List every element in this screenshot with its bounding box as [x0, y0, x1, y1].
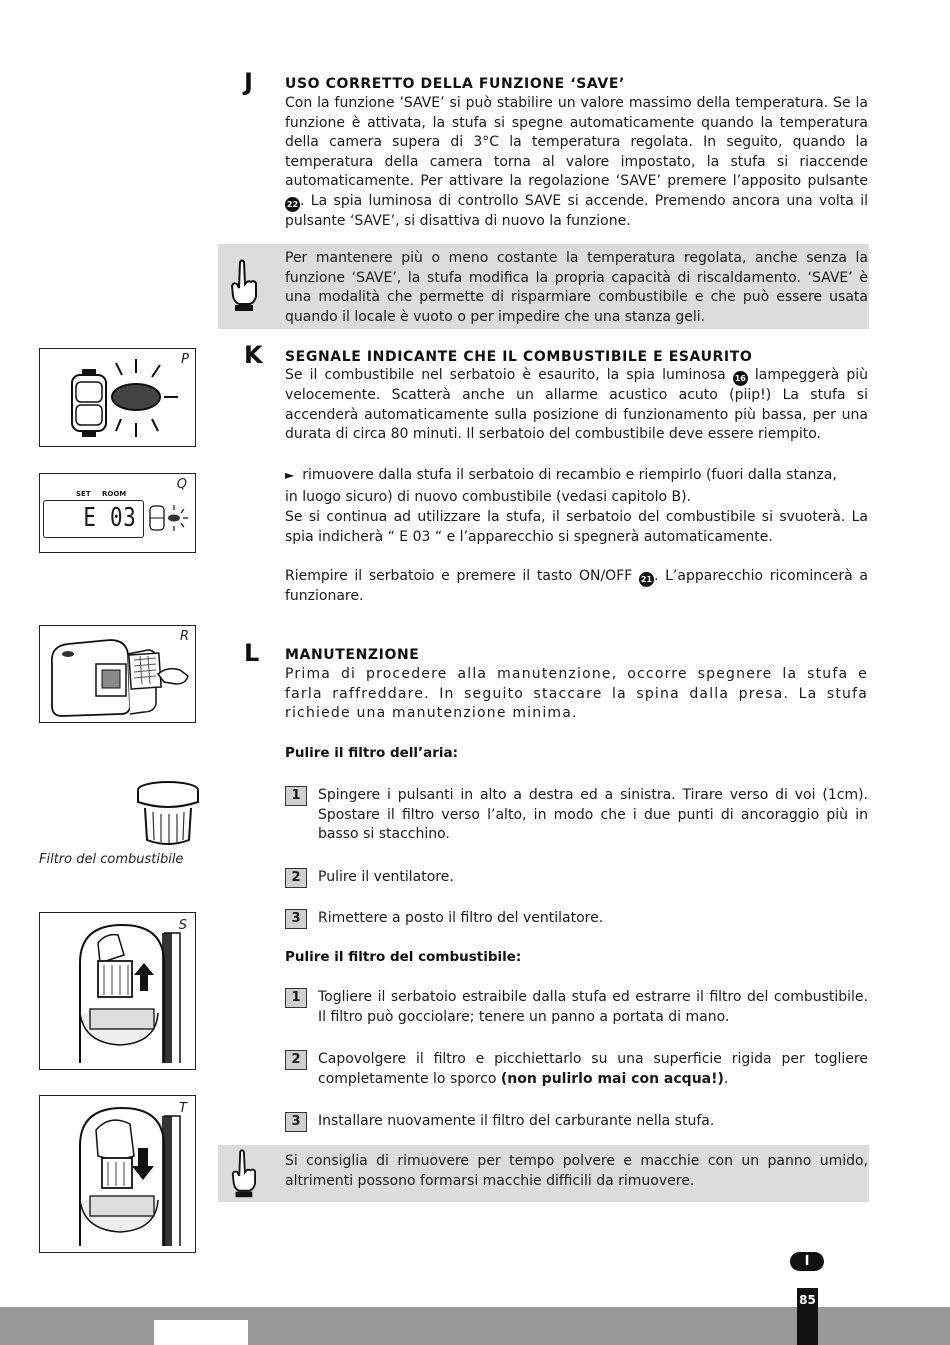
step-text: Installare nuovamente il filtro del carburante nella stufa.: [318, 1113, 715, 1129]
bullet-refill-continuation: in luogo sicuro) di nuovo combustibile (vedasi capitolo B).: [285, 489, 692, 505]
fuel-filter-caption: Filtro del combustibile: [39, 852, 184, 867]
install-filter-illustration: [40, 1096, 195, 1252]
section-heading-fuel-empty: SEGNALE INDICANTE CHE IL COMBUSTIBILE E ESAURITO: [285, 349, 753, 365]
fuel-tank-lamp-icon: [144, 496, 194, 542]
step-fuel-3: [285, 1112, 868, 1132]
step-air-2: [285, 868, 868, 888]
subheading-fuel-filter: Pulire il filtro del combustibile:: [285, 949, 522, 965]
step-number: 1: [285, 988, 307, 1008]
figure-label-q: Q: [176, 477, 187, 492]
note-box-cleaning: [218, 1145, 869, 1202]
section-letter-j: J: [244, 68, 253, 96]
section-letter-l: L: [244, 639, 260, 667]
figure-label-s: S: [178, 918, 187, 933]
lcd-error-code: E 03: [83, 503, 137, 533]
step-text: Spingere i pulsanti in alto a destra ed a sinistra. Tirare verso di voi (1cm). Spostare il filtro verso l’alto, in modo che i due punti di ancoraggio più in basso si stacchino.: [318, 787, 868, 842]
step-number: 2: [285, 868, 307, 888]
section-heading-save: USO CORRETTO DELLA FUNZIONE ‘SAVE’: [285, 76, 625, 92]
section-heading-maintenance: MANUTENZIONE: [285, 647, 420, 663]
note-text-save: Per mantenere più o meno costante la temperatura regolata, anche senza la funzione ‘SAVE’, la stufa modifica la propria capacità di riscaldamento. ‘SAVE’ è una modalità che permette di risparmiare combustibile e che può essere usata quando il locale è vuoto o per impedire che una stanza geli.: [285, 250, 868, 325]
step-air-3: [285, 909, 868, 929]
paragraph-maintenance-intro: Prima di procedere alla manutenzione, occorre spegnere la stufa e farla raffreddare. In seguito staccare la spina dalla presa. La stufa richiede una manutenzione minima.: [285, 666, 868, 721]
warning-no-water: (non pulirlo mai con acqua!): [500, 1070, 724, 1087]
language-badge: I: [790, 1252, 824, 1271]
bullet-refill-instruction: ► rimuovere dalla stufa il serbatoio di recambio e riempirlo (fuori dalla stanza,: [285, 467, 837, 483]
display-set-label: SET: [76, 490, 91, 498]
step-number: 3: [285, 1112, 307, 1132]
fuel-filter-icon: [133, 778, 203, 850]
figure-label-p: P: [181, 352, 189, 367]
pointing-hand-icon: [226, 258, 260, 314]
display-room-label: ROOM: [102, 490, 127, 498]
figure-q-display: [39, 473, 196, 553]
step-text: Pulire il ventilatore.: [318, 869, 454, 885]
bullet-arrow-icon: ►: [285, 468, 295, 482]
lcd-display: [43, 500, 144, 538]
subheading-air-filter: Pulire il filtro dell’aria:: [285, 745, 459, 761]
heater-air-filter-icon: [40, 626, 195, 722]
paragraph-fuel-empty: Se il combustibile nel serbatoio è esaurito, la spia luminosa 16 lampeggerà più velocemente. Scatterà anche un allarme acustico acuto (piip!) La stufa si accenderà automaticamente sulla posizione di funzionamento più bassa, per una durata di circa 80 minuti. Il serbatoio del combustibile deve essere riempito.: [285, 367, 868, 442]
paragraph-save: Con la funzione ’SAVE’ si può stabilire un valore massimo della temperatura. Se la funzione è attivata, la stufa si spegne automaticamente quando la temperatura della camera supera di 3°C la temperatura regolata. In seguito, quando la temperatura della camera torna al valore impostato, la stufa si riaccende automaticamente. Per attivare la regolazione ‘SAVE’ premere l’apposito pulsante 22 . La spia luminosa di controllo SAVE si accende. Premendo ancora una volta il pulsante ‘SAVE’, si disattiva di nuovo la funzione.: [285, 95, 868, 229]
note-box-save: [218, 244, 869, 329]
figure-r-air-filter: [39, 625, 196, 723]
reference-number-21: 21: [639, 572, 654, 587]
figure-label-t: T: [179, 1101, 187, 1116]
step-fuel-2: [285, 1050, 868, 1089]
page-number: 85: [799, 1293, 816, 1307]
figure-label-r: R: [179, 629, 189, 644]
step-fuel-1: [285, 988, 868, 1027]
paragraph-e03: Se si continua ad utilizzare la stufa, il serbatoio del combustibile si svuoterà. La spia indicherà “ E 03 “ e l’apparecchio si spegnerà automaticamente.: [285, 509, 868, 545]
reference-number-16: 16: [733, 371, 748, 386]
footer-white-tab: [154, 1320, 248, 1345]
figure-s-remove-fuel-filter: [39, 912, 196, 1070]
page-number-tab: [797, 1288, 818, 1345]
flashing-lamp-icon: [40, 349, 195, 446]
step-text: Rimettere a posto il filtro del ventilatore.: [318, 910, 604, 926]
paragraph-restart: Riempire il serbatoio e premere il tasto ON/OFF 21 . L’apparecchio ricomincerà a funzionare.: [285, 568, 868, 604]
step-air-1: [285, 786, 868, 845]
figure-p-indicator-light: [39, 348, 196, 447]
figure-t-install-fuel-filter: [39, 1095, 196, 1253]
step-number: 3: [285, 909, 307, 929]
step-text: Capovolgere il filtro e picchiettarlo su una superficie rigida per togliere completamente lo sporco (non pulirlo mai con acqua!).: [318, 1051, 868, 1087]
note-text-cleaning: Si consiglia di rimuovere per tempo polvere e macchie con un panno umido, altrimenti possono formarsi macchie difficili da rimuovere.: [285, 1153, 868, 1189]
step-number: 1: [285, 786, 307, 806]
step-text: Togliere il serbatoio estraibile dalla stufa ed estrarre il filtro del combustibile. Il filtro può gocciolare; tenere un panno a portata di mano.: [318, 989, 868, 1025]
section-letter-k: K: [244, 341, 263, 369]
step-number: 2: [285, 1050, 307, 1070]
reference-number-22: 22: [285, 197, 300, 212]
remove-filter-illustration: [40, 913, 195, 1069]
pointing-hand-icon: [226, 1148, 260, 1200]
